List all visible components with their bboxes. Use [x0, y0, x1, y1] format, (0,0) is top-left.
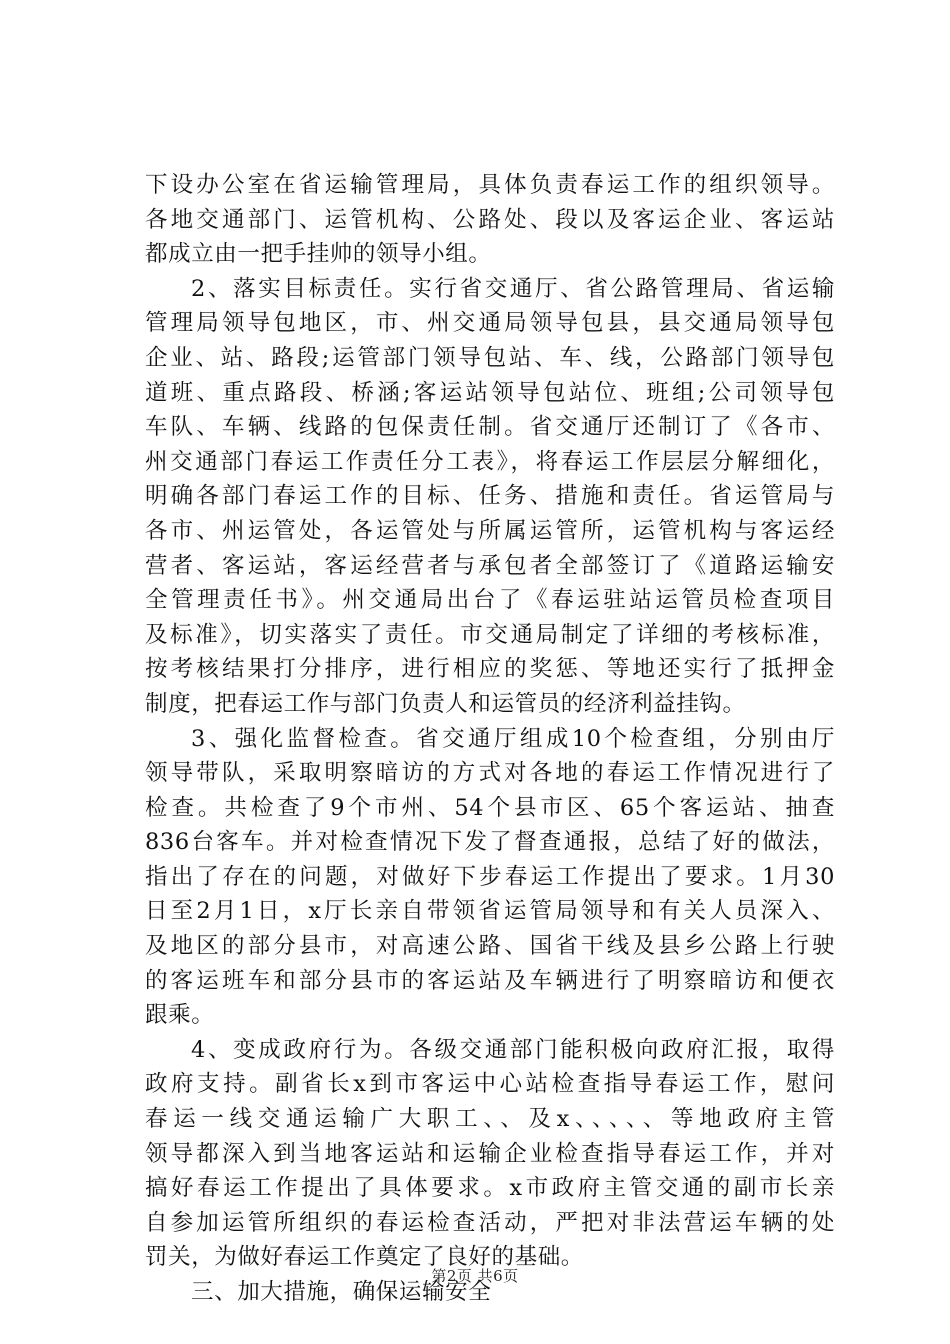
text-line: 政府支持。副省长x到市客运中心站检查指导春运工作，慰问 [145, 1071, 835, 1098]
text-line: 制度，把春运工作与部门负责人和运管员的经济利益挂钩。 [145, 690, 746, 717]
text-line: 三、加大措施，确保运输安全 [191, 1279, 492, 1305]
text-line: 日至2月1日，x厅长亲自带领省运管局领导和有关人员深入、 [145, 898, 835, 925]
text-line: 及地区的部分县市，对高速公路、国省干线及县乡公路上行驶 [145, 933, 835, 960]
text-line: 春运一线交通运输广大职工、、及x、、、、、等地政府主管 [145, 1106, 835, 1133]
text-line: 全管理责任书》。州交通局出台了《春运驻站运管员检查项目 [145, 587, 835, 614]
text-line: 4、变成政府行为。各级交通部门能积极向政府汇报，取得 [191, 1036, 835, 1063]
text-line: 搞好春运工作提出了具体要求。x市政府主管交通的副市长亲 [145, 1175, 835, 1202]
text-line: 道班、重点路段、桥涵;客运站领导包站位、班组;公司领导包 [145, 379, 835, 406]
text-line: 3、强化监督检查。省交通厅组成10个检查组，分别由厅 [191, 725, 835, 752]
text-line: 领导带队，采取明察暗访的方式对各地的春运工作情况进行了 [145, 760, 835, 787]
text-line: 各市、州运管处，各运管处与所属运管所，运管机构与客运经 [145, 517, 835, 544]
text-line: 领导都深入到当地客运站和运输企业检查指导春运工作，并对 [145, 1140, 835, 1167]
text-line: 企业、站、路段;运管部门领导包站、车、线，公路部门领导包 [145, 344, 835, 371]
text-line: 自参加运管所组织的春运检查活动，严把对非法营运车辆的处 [145, 1209, 835, 1236]
text-line: 管理局领导包地区，市、州交通局领导包县，县交通局领导包 [145, 310, 835, 337]
text-line: 按考核结果打分排序，进行相应的奖惩、等地还实行了抵押金 [145, 656, 835, 683]
text-line: 的客运班车和部分县市的客运站及车辆进行了明察暗访和便衣 [145, 967, 835, 994]
text-line: 营者、客运站，客运经营者与承包者全部签订了《道路运输安 [145, 552, 835, 579]
text-line: 州交通部门春运工作责任分工表》，将春运工作层层分解细化， [145, 448, 835, 475]
text-line: 指出了存在的问题，对做好下步春运工作提出了要求。1月30 [145, 863, 835, 890]
document-body [145, 168, 835, 1310]
text-line: 836台客车。并对检查情况下发了督查通报，总结了好的做法， [145, 829, 835, 856]
text-line: 都成立由一把手挂帅的领导小组。 [145, 241, 492, 268]
text-line: 下设办公室在省运输管理局，具体负责春运工作的组织领导。 [145, 172, 835, 198]
text-line: 跟乘。 [145, 1002, 215, 1029]
text-line: 明确各部门春运工作的目标、任务、措施和责任。省运管局与 [145, 483, 835, 510]
text-line: 各地交通部门、运管机构、公路处、段以及客运企业、客运站 [145, 206, 835, 233]
text-line: 罚关，为做好春运工作奠定了良好的基础。 [145, 1244, 584, 1271]
text-line: 及标准》，切实落实了责任。市交通局制定了详细的考核标准， [145, 621, 835, 648]
text-line: 检查。共检查了9个市州、54个县市区、65个客运站、抽查 [145, 794, 835, 821]
text-line: 2、落实目标责任。实行省交通厅、省公路管理局、省运输 [191, 275, 835, 302]
text-line: 车队、车辆、线路的包保责任制。省交通厅还制订了《各市、 [145, 414, 835, 441]
page-footer: 第2页 共6页 [431, 1267, 519, 1285]
